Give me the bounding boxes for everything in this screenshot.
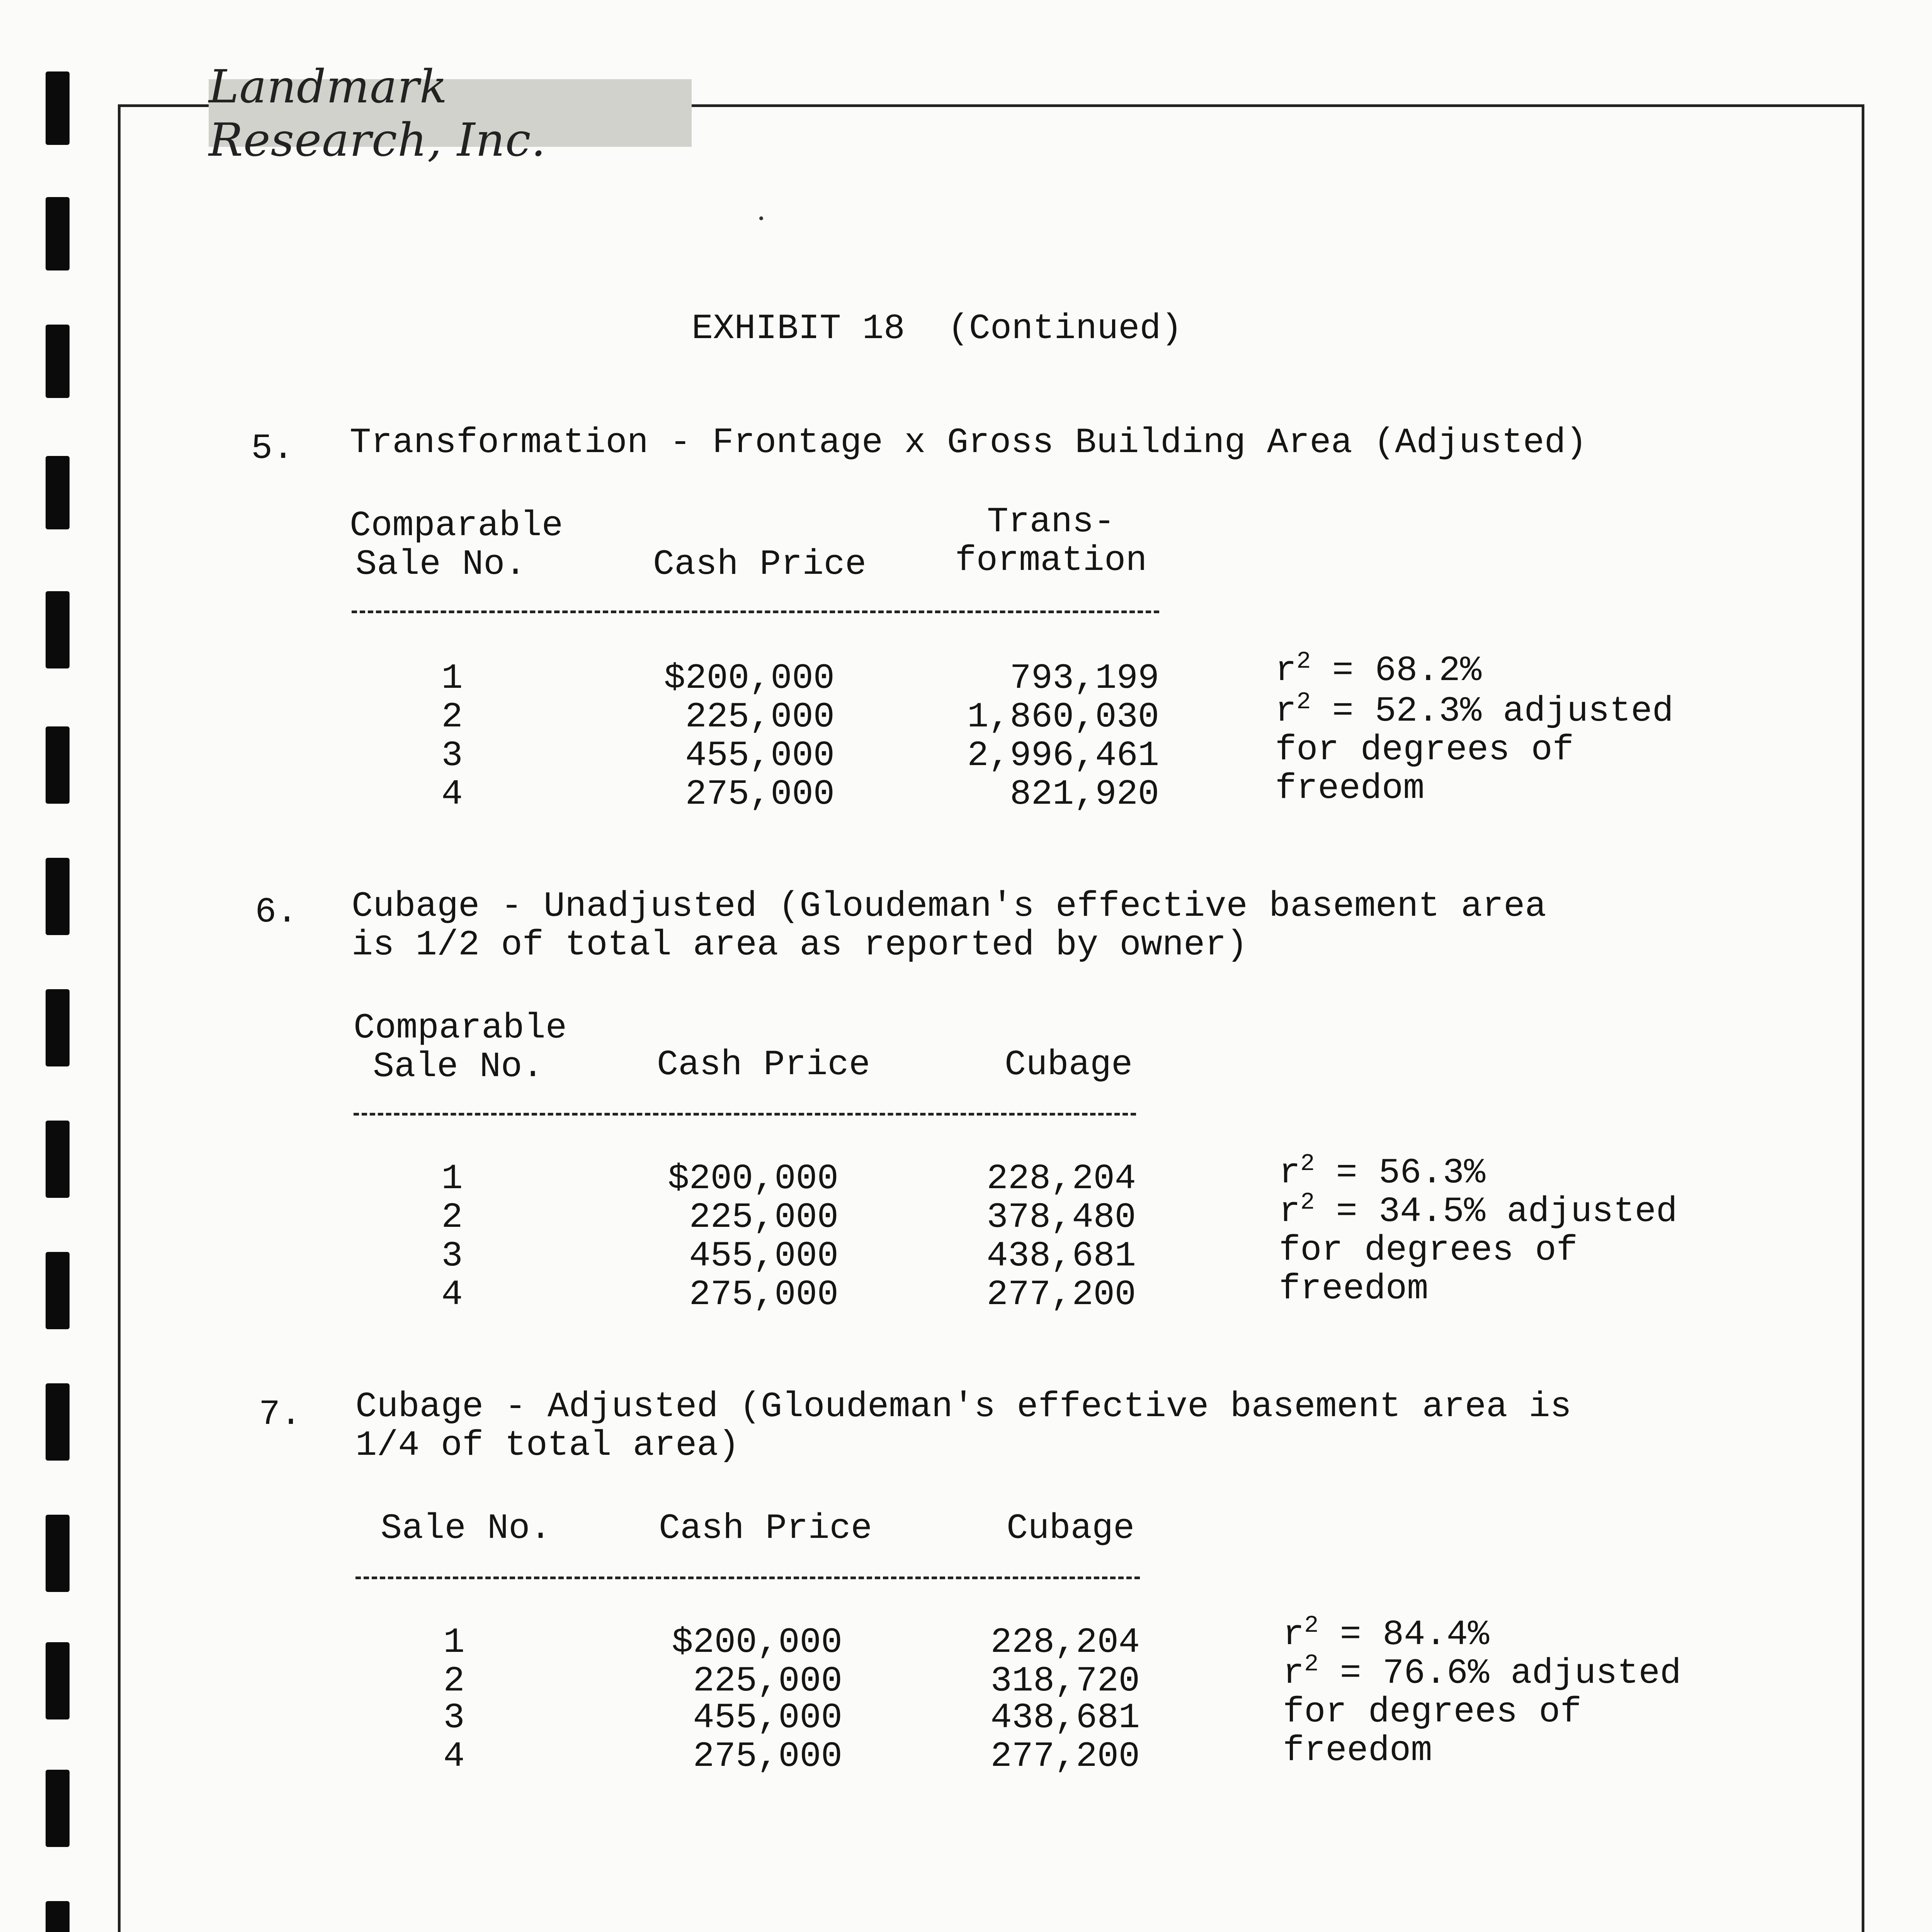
r-value: = 52.3% adjusted xyxy=(1311,691,1673,731)
stats-note: for degrees of xyxy=(1279,1230,1578,1270)
superscript: 2 xyxy=(1304,1650,1319,1678)
r-value: = 76.6% adjusted xyxy=(1318,1653,1681,1694)
value-cell: 821,920 xyxy=(1010,774,1159,815)
r-label: r xyxy=(1275,691,1297,731)
column-header-sale: Comparable xyxy=(350,505,563,546)
r-squared xyxy=(1275,648,1482,691)
column-header-sale: Sale No. xyxy=(373,1046,544,1087)
price-cell: 455,000 xyxy=(689,1236,838,1276)
value-cell: 277,200 xyxy=(990,1736,1140,1777)
r-label: r xyxy=(1283,1614,1304,1655)
binding-hole xyxy=(46,197,70,270)
binding-hole xyxy=(46,591,70,668)
price-cell: 225,000 xyxy=(685,697,835,737)
sale-no-cell: 1 xyxy=(443,1622,465,1663)
column-header-sale: Sale No. xyxy=(355,544,526,585)
r-label: r xyxy=(1279,1153,1301,1193)
section-heading: is 1/2 of total area as reported by owner) xyxy=(352,925,1248,965)
superscript: 2 xyxy=(1296,688,1311,716)
r-squared xyxy=(1283,1612,1490,1655)
value-cell: 228,204 xyxy=(986,1158,1136,1199)
binding-hole xyxy=(46,1770,70,1847)
binding-hole xyxy=(46,726,70,804)
column-header-value: Trans- xyxy=(987,502,1115,542)
price-cell: 275,000 xyxy=(689,1274,838,1315)
binding-hole xyxy=(46,325,70,398)
binding-hole xyxy=(46,1121,70,1198)
column-header-sale: Sale No. xyxy=(381,1508,551,1549)
binding-hole xyxy=(46,1642,70,1719)
stats-note: freedom xyxy=(1283,1730,1432,1771)
r-label: r xyxy=(1275,650,1297,691)
r-squared xyxy=(1279,1150,1486,1193)
sale-no-cell: 1 xyxy=(441,658,463,699)
column-header-price: Cash Price xyxy=(653,544,867,585)
sale-no-cell: 2 xyxy=(441,697,463,737)
r-value: = 34.5% adjusted xyxy=(1315,1191,1677,1232)
section-number: 7. xyxy=(259,1394,302,1435)
sale-no-cell: 4 xyxy=(441,774,463,815)
company-logo xyxy=(209,60,692,167)
r-label: r xyxy=(1279,1191,1301,1232)
binding-hole xyxy=(46,858,70,935)
sale-no-cell: 4 xyxy=(441,1274,463,1315)
stats-note: for degrees of xyxy=(1283,1692,1582,1732)
price-cell: 225,000 xyxy=(689,1197,838,1238)
section-number: 5. xyxy=(251,428,294,469)
binding-hole xyxy=(46,989,70,1066)
stats-note: freedom xyxy=(1279,1269,1429,1309)
price-cell: 275,000 xyxy=(685,774,835,815)
column-header-value: formation xyxy=(955,540,1147,581)
price-cell: $200,000 xyxy=(672,1622,842,1663)
value-cell: 438,681 xyxy=(986,1236,1136,1276)
stats-note: for degrees of xyxy=(1275,730,1574,770)
superscript: 2 xyxy=(1296,648,1311,675)
column-header-sale: Comparable xyxy=(354,1008,567,1048)
section-heading: Cubage - Unadjusted (Gloudeman's effective basement area xyxy=(352,886,1546,927)
section-heading: Cubage - Adjusted (Gloudeman's effective basement area is xyxy=(355,1386,1571,1427)
scan-speck xyxy=(759,216,763,220)
price-cell: 275,000 xyxy=(693,1736,842,1777)
price-cell: 225,000 xyxy=(693,1661,842,1701)
sale-no-cell: 3 xyxy=(443,1697,465,1738)
price-cell: 455,000 xyxy=(693,1697,842,1738)
sale-no-cell: 1 xyxy=(441,1158,463,1199)
table-rule xyxy=(355,1577,1140,1579)
price-cell: $200,000 xyxy=(664,658,835,699)
section-heading: 1/4 of total area) xyxy=(355,1425,740,1466)
value-cell: 438,681 xyxy=(990,1697,1140,1738)
table-rule xyxy=(352,611,1159,613)
value-cell: 378,480 xyxy=(986,1197,1136,1238)
r-value: = 84.4% xyxy=(1318,1614,1490,1655)
price-cell: $200,000 xyxy=(668,1158,838,1199)
value-cell: 277,200 xyxy=(986,1274,1136,1315)
binding-hole xyxy=(46,1383,70,1461)
value-cell: 793,199 xyxy=(1010,658,1159,699)
superscript: 2 xyxy=(1300,1150,1315,1177)
column-header-price: Cash Price xyxy=(659,1508,872,1549)
r-value: = 68.2% xyxy=(1311,650,1482,691)
value-cell: 228,204 xyxy=(990,1622,1140,1663)
binding-hole xyxy=(46,1515,70,1592)
r-squared-adjusted xyxy=(1283,1650,1681,1694)
sale-no-cell: 3 xyxy=(441,1236,463,1276)
price-cell: 455,000 xyxy=(685,735,835,776)
column-header-price: Cash Price xyxy=(657,1044,871,1085)
value-cell: 318,720 xyxy=(990,1661,1140,1701)
r-squared-adjusted xyxy=(1279,1189,1677,1232)
logo-text: Landmark Research, Inc. xyxy=(209,60,546,167)
value-cell: 2,996,461 xyxy=(967,735,1159,776)
sale-no-cell: 2 xyxy=(443,1661,465,1701)
superscript: 2 xyxy=(1304,1612,1319,1639)
superscript: 2 xyxy=(1300,1189,1315,1216)
r-value: = 56.3% xyxy=(1315,1153,1486,1193)
binding-hole xyxy=(46,71,70,145)
binding-hole xyxy=(46,456,70,529)
sale-no-cell: 3 xyxy=(441,735,463,776)
r-squared-adjusted xyxy=(1275,688,1673,731)
binding-hole xyxy=(46,1901,70,1932)
sale-no-cell: 4 xyxy=(443,1736,465,1777)
section-heading: Transformation - Frontage x Gross Building Area (Adjusted) xyxy=(350,422,1587,463)
binding-hole xyxy=(46,1252,70,1329)
table-rule xyxy=(354,1113,1136,1116)
column-header-value: Cubage xyxy=(1005,1044,1133,1085)
sale-no-cell: 2 xyxy=(441,1197,463,1238)
r-label: r xyxy=(1283,1653,1304,1694)
value-cell: 1,860,030 xyxy=(967,697,1159,737)
section-number: 6. xyxy=(255,892,298,932)
stats-note: freedom xyxy=(1275,768,1425,809)
column-header-value: Cubage xyxy=(1007,1508,1135,1549)
exhibit-title: EXHIBIT 18 (Continued) xyxy=(692,308,1182,349)
